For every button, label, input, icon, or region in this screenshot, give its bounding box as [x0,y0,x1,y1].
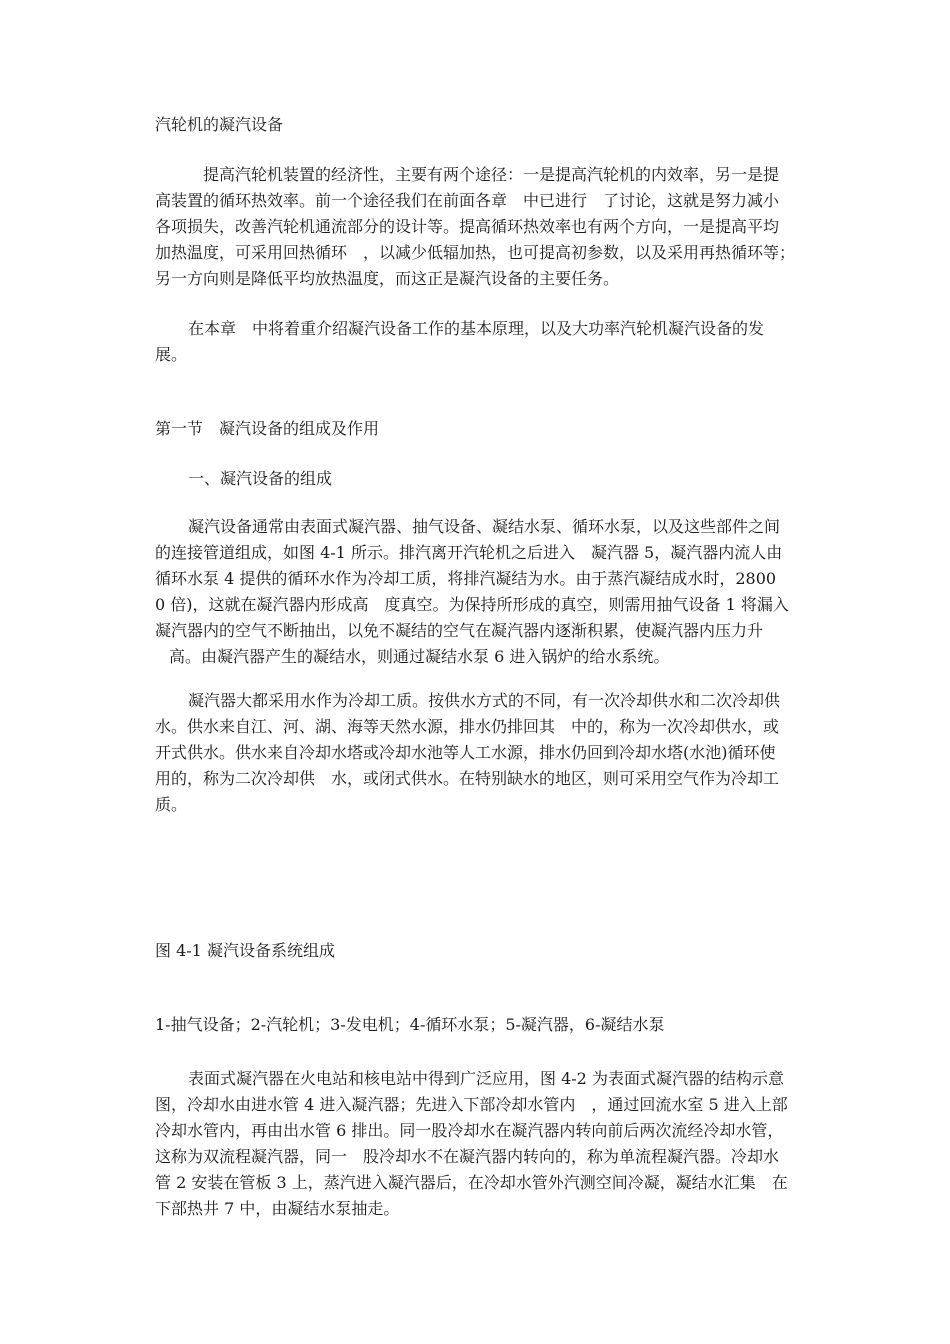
p4-line: 凝汽器大都采用水作为冷却工质。按供水方式的不同，有一次冷却供水和二次冷却供 [188,691,781,710]
intro-p2-line: 在本章 中将着重介绍凝汽设备工作的基本原理，以及大功率汽轮机凝汽设备的发 [188,319,765,338]
intro-p1-line: 各项损失，改善汽轮机通流部分的设计等。提高循环热效率也有两个方向，一是提高平均 [155,217,780,236]
document-title: 汽轮机的凝汽设备 [155,115,284,134]
intro-p2-line: 展。 [155,345,188,364]
p4-line: 用的，称为二次冷却供 水，或闭式供水。在特别缺水的地区，则可采用空气作为冷却工 [155,769,780,788]
p5-line: 这称为双流程凝汽器，同一 股冷却水不在凝汽器内转向的，称为单流程凝汽器。冷却水 [155,1147,780,1166]
section-heading: 第一节 凝汽设备的组成及作用 [155,419,380,438]
p3-line: 循环水泵 4 提供的循环水作为冷却工质，将排汽凝结为水。由于蒸汽凝结成水时，2800 [155,569,777,588]
intro-p1-line: 提高汽轮机装置的经济性，主要有两个途径：一是提高汽轮机的内效率，另一是提 [203,165,780,184]
p3-line: 0 倍)，这就在凝汽器内形成高 度真空。为保持所形成的真空，则需用抽气设备 1 将漏入 [155,595,789,614]
p5-line: 下部热井 7 中，由凝结水泵抽走。 [155,1199,400,1218]
body-paragraph-5 [155,1066,788,1222]
figure-caption: 图 4-1 凝汽设备系统组成 [155,941,335,960]
p3-line: 的连接管道组成，如图 4-1 所示。排汽离开汽轮机之后进入 凝汽器 5，凝汽器内流人由 [155,543,783,562]
p3-line: 高。由凝汽器产生的凝结水，则通过凝结水泵 6 进入锅炉的给水系统。 [169,647,670,666]
intro-p1-line: 另一方向则是降低平均放热温度，而这正是凝汽设备的主要任务。 [155,269,620,288]
body-paragraph-3 [155,514,789,670]
p5-line: 表面式凝汽器在火电站和核电站中得到广泛应用，图 4-2 为表面式凝汽器的结构示意 [188,1069,784,1088]
subsection-heading: 一、凝汽设备的组成 [188,469,333,488]
body-paragraph-4 [155,688,780,818]
p5-line: 图，冷却水由进水管 4 进入凝汽器；先进入下部冷却水管内 ，通过回流水室 5 进入上部 [155,1095,788,1114]
intro-p1-line: 高装置的循环热效率。前一个途径我们在前面各章 中已进行 了讨论，这就是努力减小 [155,191,780,210]
p4-line: 质。 [155,795,188,814]
p5-line: 冷却水管内，再由出水管 6 排出。同一股冷却水在凝汽器内转向前后两次流经冷却水管， [155,1121,784,1140]
p5-line: 管 2 安装在管板 3 上，蒸汽进入凝汽器后，在冷却水管外汽测空间冷凝，凝结水汇集 在 [155,1173,788,1192]
p3-line: 凝汽器内的空气不断抽出，以免不凝结的空气在凝汽器内逐渐积累，使凝汽器内压力升 [155,621,764,640]
p4-line: 开式供水。供水来自冷却水塔或冷却水池等人工水源，排水仍回到冷却水塔(水池)循环使 [155,743,776,762]
figure-legend: 1-抽气设备；2-汽轮机；3-发电机；4-循环水泵；5-凝汽器，6-凝结水泵 [155,1015,665,1034]
intro-paragraph-2 [155,316,764,368]
p3-line: 凝汽设备通常由表面式凝汽器、抽气设备、凝结水泵、循环水泵，以及这些部件之间 [188,517,781,536]
intro-paragraph-1 [155,162,795,292]
intro-p1-line: 加热温度，可采用回热循环 ，以减少低辐加热，也可提高初参数，以及采用再热循环等； [155,243,796,262]
p4-line: 水。供水来自江、河、湖、海等天然水源，排水仍排回其 中的，称为一次冷却供水，或 [155,717,780,736]
